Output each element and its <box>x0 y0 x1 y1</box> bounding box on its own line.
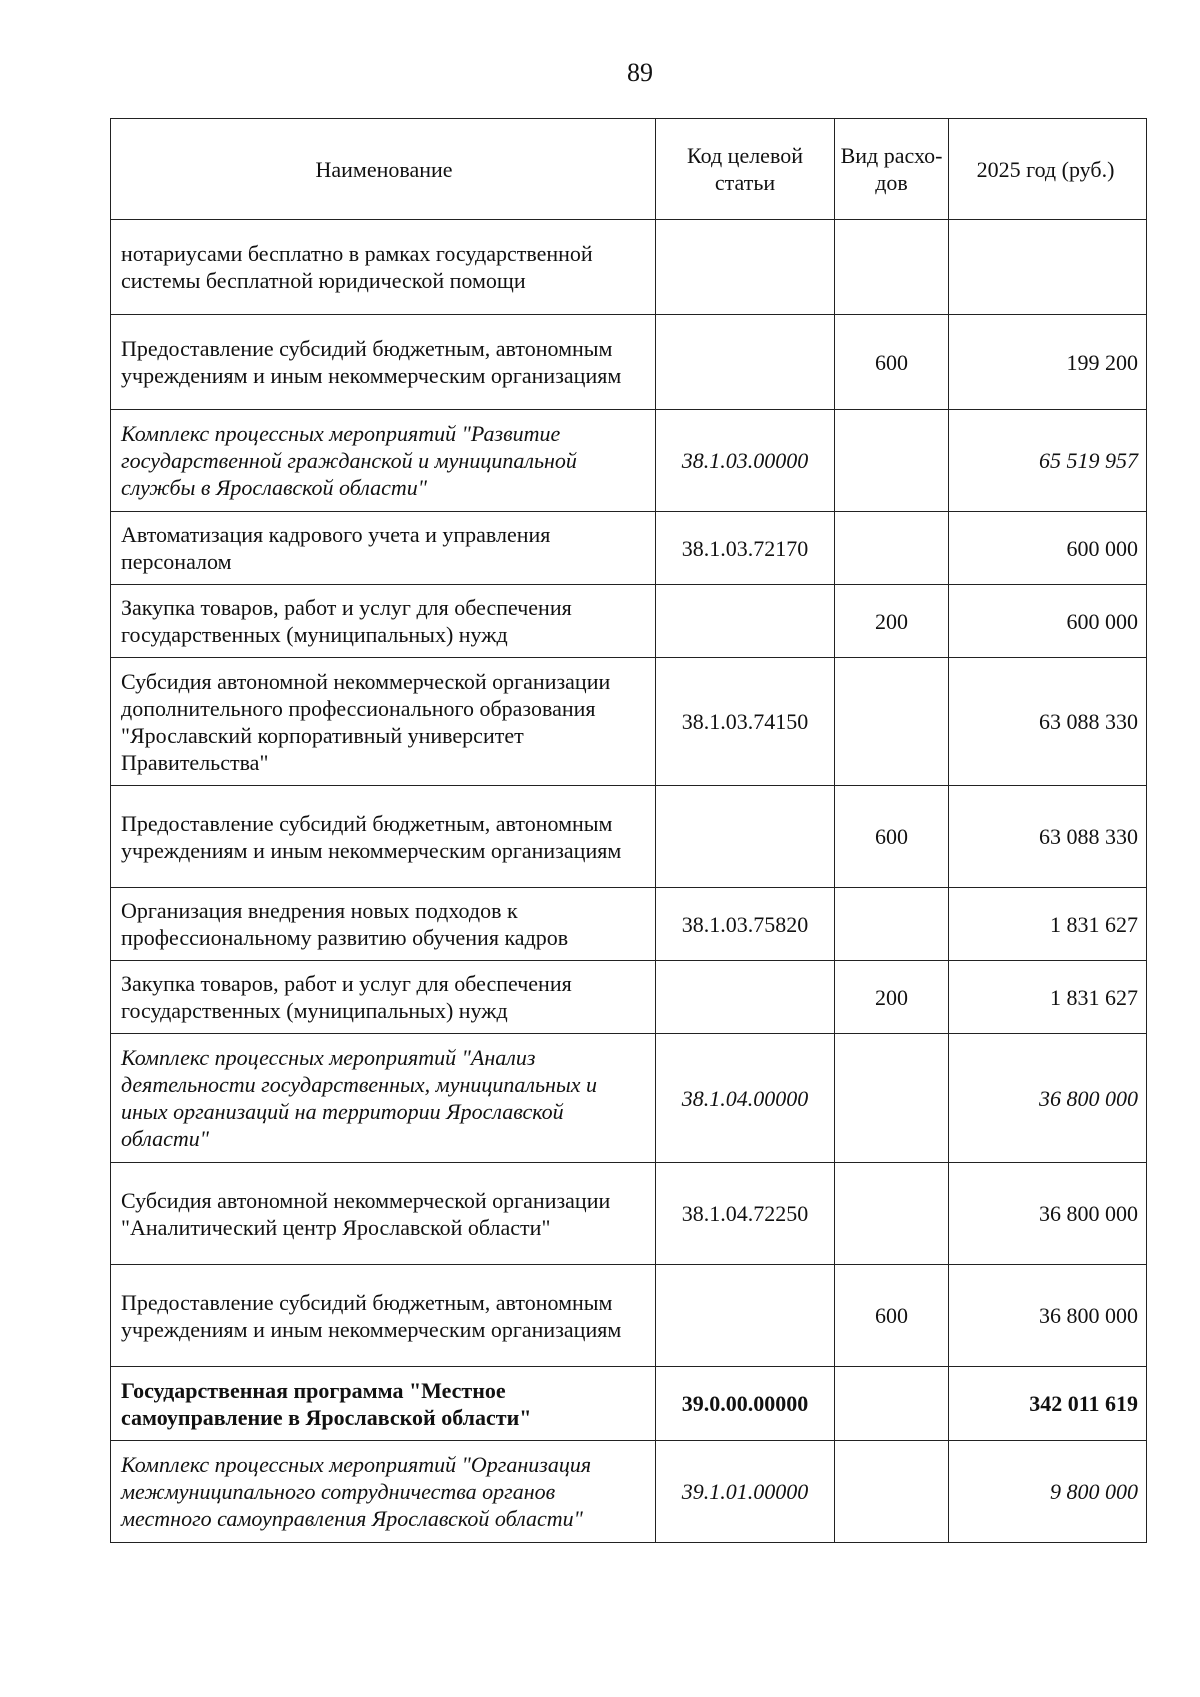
table-row <box>111 220 1147 315</box>
header-code: Код целевой статьи <box>656 119 835 220</box>
cell-name: Закупка товаров, работ и услуг для обеспечения государственных (муниципальных) нужд <box>111 961 656 1034</box>
cell-code: 38.1.03.75820 <box>656 888 835 961</box>
table-row <box>111 658 1147 786</box>
cell-expense-type: 200 <box>835 961 949 1034</box>
cell-code: 38.1.04.72250 <box>656 1163 835 1265</box>
cell-code <box>656 315 835 410</box>
cell-expense-type <box>835 1441 949 1543</box>
cell-amount: 342 011 619 <box>949 1367 1147 1441</box>
cell-name: Субсидия автономной некоммерческой организации дополнительного профессионального образования "Ярославский корпоративный университет Правительства" <box>111 658 656 786</box>
cell-amount: 36 800 000 <box>949 1265 1147 1367</box>
cell-amount: 600 000 <box>949 585 1147 658</box>
cell-expense-type <box>835 410 949 512</box>
cell-name: Комплекс процессных мероприятий "Развитие государственной гражданской и муниципальной службы в Ярославской области" <box>111 410 656 512</box>
table-row <box>111 786 1147 888</box>
cell-expense-type: 600 <box>835 1265 949 1367</box>
cell-expense-type <box>835 1034 949 1163</box>
cell-name: нотариусами бесплатно в рамках государственной системы бесплатной юридической помощи <box>111 220 656 315</box>
cell-expense-type: 600 <box>835 786 949 888</box>
cell-code: 39.0.00.00000 <box>656 1367 835 1441</box>
table-body <box>111 220 1147 1543</box>
cell-name: Государственная программа "Местное самоуправление в Ярославской области" <box>111 1367 656 1441</box>
table-row <box>111 1034 1147 1163</box>
header-name: Наименование <box>111 119 656 220</box>
cell-amount: 199 200 <box>949 315 1147 410</box>
table-row <box>111 315 1147 410</box>
table-row <box>111 961 1147 1034</box>
table-row <box>111 888 1147 961</box>
cell-name: Предоставление субсидий бюджетным, автономным учреждениям и иным некоммерческим организациям <box>111 1265 656 1367</box>
cell-expense-type <box>835 1163 949 1265</box>
table-row <box>111 1265 1147 1367</box>
cell-name: Автоматизация кадрового учета и управления персоналом <box>111 512 656 585</box>
cell-amount: 1 831 627 <box>949 961 1147 1034</box>
cell-name: Субсидия автономной некоммерческой организации "Аналитический центр Ярославской области" <box>111 1163 656 1265</box>
table-row <box>111 1163 1147 1265</box>
page-number: 89 <box>627 58 653 87</box>
cell-name: Комплекс процессных мероприятий "Анализ деятельности государственных, муниципальных и иных организаций на территории Ярославской области" <box>111 1034 656 1163</box>
cell-code <box>656 961 835 1034</box>
cell-code: 38.1.04.00000 <box>656 1034 835 1163</box>
cell-amount <box>949 220 1147 315</box>
cell-code: 39.1.01.00000 <box>656 1441 835 1543</box>
table-header-row <box>111 119 1147 220</box>
cell-amount: 9 800 000 <box>949 1441 1147 1543</box>
header-expense-type: Вид расхо-дов <box>835 119 949 220</box>
cell-code <box>656 1265 835 1367</box>
cell-amount: 65 519 957 <box>949 410 1147 512</box>
cell-expense-type <box>835 220 949 315</box>
cell-expense-type <box>835 1367 949 1441</box>
cell-code: 38.1.03.72170 <box>656 512 835 585</box>
cell-expense-type <box>835 658 949 786</box>
cell-name: Предоставление субсидий бюджетным, автономным учреждениям и иным некоммерческим организациям <box>111 786 656 888</box>
header-amount: 2025 год (руб.) <box>949 119 1147 220</box>
cell-expense-type <box>835 512 949 585</box>
cell-code <box>656 220 835 315</box>
table-row <box>111 512 1147 585</box>
cell-code <box>656 786 835 888</box>
cell-amount: 36 800 000 <box>949 1034 1147 1163</box>
cell-code: 38.1.03.00000 <box>656 410 835 512</box>
table-row <box>111 585 1147 658</box>
cell-name: Комплекс процессных мероприятий "Организация межмуниципального сотрудничества органов местного самоуправления Ярославской области" <box>111 1441 656 1543</box>
budget-table <box>110 118 1147 1543</box>
cell-amount: 36 800 000 <box>949 1163 1147 1265</box>
cell-name: Предоставление субсидий бюджетным, автономным учреждениям и иным некоммерческим организациям <box>111 315 656 410</box>
table-row <box>111 1367 1147 1441</box>
table-row <box>111 1441 1147 1543</box>
cell-expense-type: 600 <box>835 315 949 410</box>
cell-expense-type <box>835 888 949 961</box>
table-row <box>111 410 1147 512</box>
cell-amount: 600 000 <box>949 512 1147 585</box>
cell-name: Организация внедрения новых подходов к профессиональному развитию обучения кадров <box>111 888 656 961</box>
cell-name: Закупка товаров, работ и услуг для обеспечения государственных (муниципальных) нужд <box>111 585 656 658</box>
cell-amount: 1 831 627 <box>949 888 1147 961</box>
cell-amount: 63 088 330 <box>949 786 1147 888</box>
cell-code <box>656 585 835 658</box>
cell-amount: 63 088 330 <box>949 658 1147 786</box>
cell-expense-type: 200 <box>835 585 949 658</box>
cell-code: 38.1.03.74150 <box>656 658 835 786</box>
